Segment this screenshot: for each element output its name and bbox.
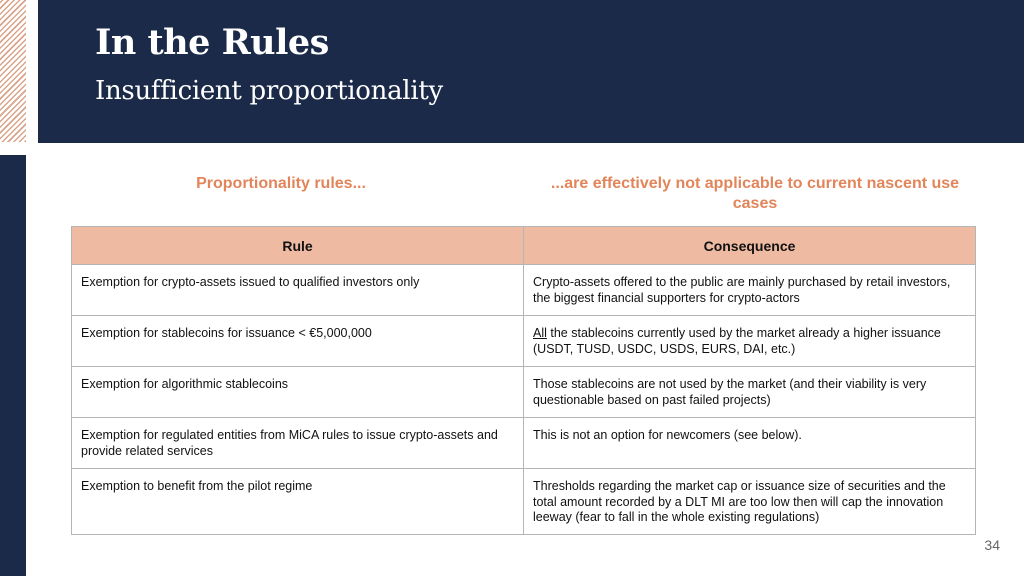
slide-subtitle: Insufficient proportionality [95,76,443,106]
rule-cell: Exemption for regulated entities from MiCA rules to issue crypto-assets and provide related services [72,418,524,469]
right-column-heading: ...are effectively not applicable to current nascent use cases [550,175,960,212]
table-row [72,265,976,316]
rule-cell: Exemption to benefit from the pilot regime [72,469,524,535]
rule-cell: Exemption for crypto-assets issued to qualified investors only [72,265,524,316]
consequence-column-header: Consequence [524,227,976,265]
consequence-cell: Thresholds regarding the market cap or issuance size of securities and the total amount recorded by a DLT MI are too low then will cap the innovation leeway (fear to fall in the whole existing regulations) [524,469,976,535]
table-row [72,316,976,367]
left-accent-bar [0,155,26,576]
consequence-cell: Crypto-assets offered to the public are mainly purchased by retail investors, the biggest financial supporters for crypto-actors [524,265,976,316]
left-column-heading: Proportionality rules... [196,175,366,192]
table-row [72,469,976,535]
table-row [72,367,976,418]
rule-column-header: Rule [72,227,524,265]
rule-cell: Exemption for stablecoins for issuance < €5,000,000 [72,316,524,367]
decorative-stripes [0,0,26,142]
consequence-cell: This is not an option for newcomers (see below). [524,418,976,469]
consequence-emphasis: All [533,326,547,340]
consequence-text: the stablecoins currently used by the market already a higher issuance (USDT, TUSD, USDC, USDS, EURS, DAI, etc.) [533,326,941,356]
rules-table [71,226,976,535]
consequence-cell [524,316,976,367]
table-row [72,418,976,469]
rule-cell: Exemption for algorithmic stablecoins [72,367,524,418]
page-number: 34 [984,537,1000,553]
title-banner [38,0,1024,143]
consequence-cell: Those stablecoins are not used by the market (and their viability is very questionable based on past failed projects) [524,367,976,418]
table-header-row [72,227,976,265]
slide-title: In the Rules [95,22,329,63]
